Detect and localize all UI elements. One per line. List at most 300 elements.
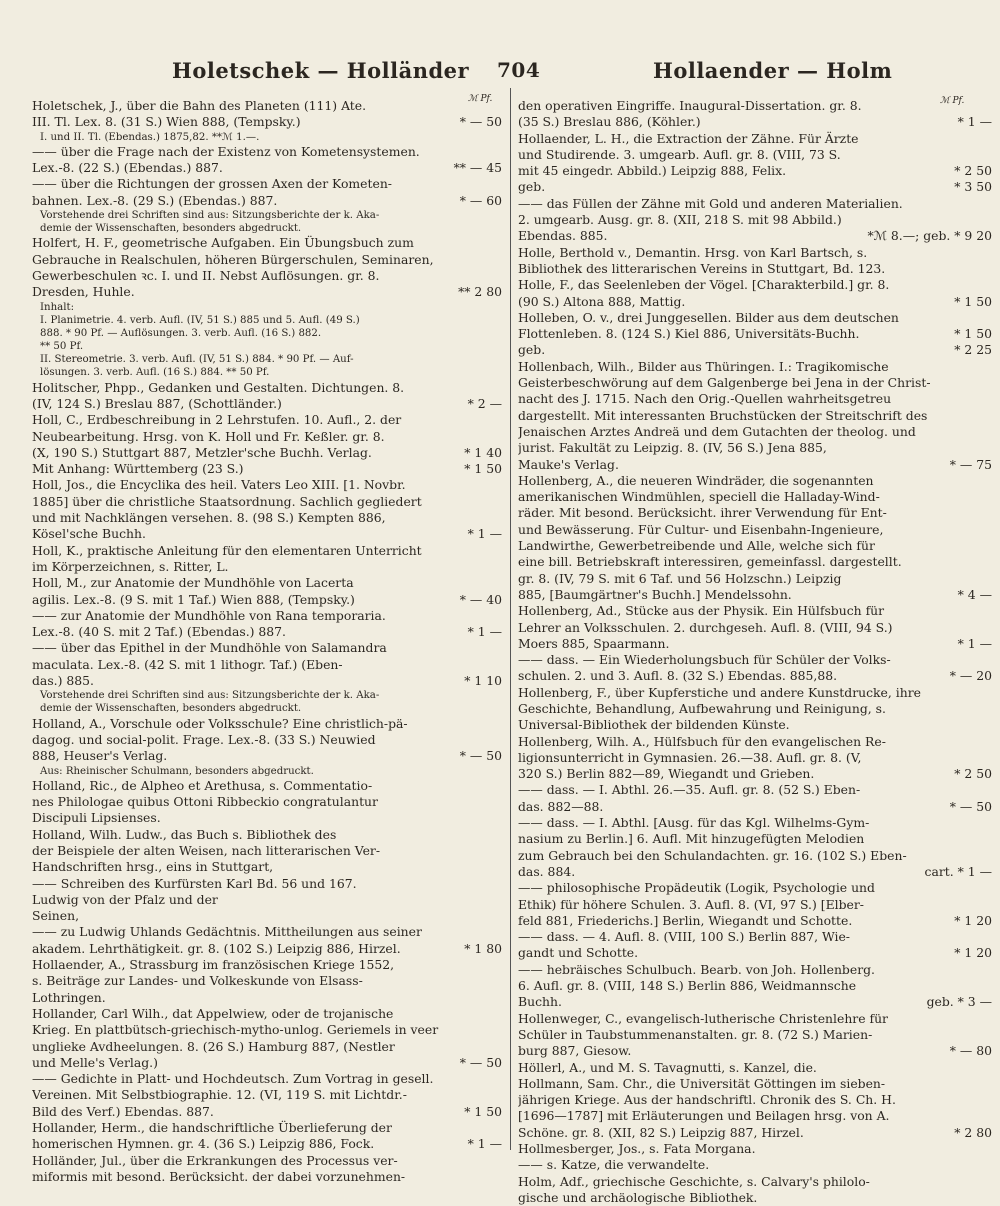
entry-text: Hollenberg, Ad., Stücke aus der Physik. Ein Hülfsbuch für xyxy=(518,603,885,619)
entry-line xyxy=(518,766,992,782)
note-line xyxy=(32,765,502,778)
price: * 3 50 xyxy=(954,179,992,195)
entry-text: s. Beiträge zur Landes- und Volkeskunde von Elsass- xyxy=(32,973,363,989)
entry-text: dagog. und social-polit. Frage. Lex.-8. (33 S.) Neuwied xyxy=(32,731,376,747)
entry-text: 6. Aufl. gr. 8. (VIII, 148 S.) Berlin 886, Weidmannsche xyxy=(518,978,857,994)
entry-text: —— dass. — I. Abthl. 26.—35. Aufl. gr. 8. (52 S.) Eben- xyxy=(518,782,861,798)
entry-line xyxy=(32,908,502,924)
entry-line xyxy=(518,294,992,310)
entry-line xyxy=(32,924,502,940)
entry-line xyxy=(518,538,992,554)
entry-line xyxy=(32,973,502,989)
entry-text: und mit Nachklängen versehen. 8. (98 S.) Kempten 886, xyxy=(32,510,386,526)
entry-line xyxy=(32,575,502,591)
entry-line xyxy=(32,284,502,300)
entry-text: demie der Wissenschaften, besonders abgedruckt. xyxy=(40,703,302,715)
entry-text: Neubearbeitung. Hrsg. von K. Holl und Fr. Keßler. gr. 8. xyxy=(32,428,385,444)
entry-text: Mit Anhang: Württemberg (23 S.) xyxy=(32,461,244,477)
entry-line xyxy=(518,1027,992,1043)
entry-line xyxy=(32,510,502,526)
entry-text: Holle, Berthold v., Demantin. Hrsg. von Karl Bartsch, s. xyxy=(518,244,868,260)
entry-text: Gebrauche in Realschulen, höheren Bürgerschulen, Seminaren, xyxy=(32,251,434,267)
entry-line xyxy=(518,261,992,277)
entry-line xyxy=(518,962,992,978)
entry-text: Buchh. xyxy=(518,994,562,1010)
entry-line xyxy=(518,147,992,163)
entry-text: (90 S.) Altona 888, Mattig. xyxy=(518,293,686,309)
entry-line xyxy=(518,913,992,929)
entry-text: Hollenbach, Wilh., Bilder aus Thüringen. I.: Tragikomische xyxy=(518,358,889,374)
note-line xyxy=(32,301,502,314)
entry-line xyxy=(518,945,992,961)
entry-text: —— philosophische Propädeutik (Logik, Psychologie und xyxy=(518,880,875,896)
note-line xyxy=(32,327,502,340)
note-line xyxy=(32,209,502,222)
entry-line xyxy=(32,892,502,908)
entry-line xyxy=(518,326,992,342)
entry-text: amerikanischen Windmühlen, speciell die Halladay-Wind- xyxy=(518,489,880,505)
entry-line xyxy=(518,391,992,407)
entry-line xyxy=(32,748,502,764)
entry-line xyxy=(518,163,992,179)
entry-text: schulen. 2. und 3. Aufl. 8. (32 S.) Ebendas. 885,88. xyxy=(518,668,838,684)
price: * 2 25 xyxy=(954,342,992,358)
price: *ℳ 8.—; geb. * 9 20 xyxy=(867,228,992,244)
entry-text: Hollaender, L. H., die Extraction der Zähne. Für Ärzte xyxy=(518,130,859,146)
entry-text: Handschriften hrsg., eins in Stuttgart, xyxy=(32,859,274,875)
entry-line xyxy=(32,268,502,284)
price: * — 50 xyxy=(459,1054,502,1070)
entry-text: Bild des Verf.) Ebendas. 887. xyxy=(32,1103,214,1119)
entry-line xyxy=(518,1043,992,1059)
entry-line xyxy=(32,494,502,510)
entry-text: ungliekе Avdheelungen. 8. (26 S.) Hamburg 887, (Nestler xyxy=(32,1038,395,1054)
entry-text: II. Stereometrie. 3. verb. Aufl. (IV, 51 S.) 884. * 90 Pf. — Auf- xyxy=(40,354,354,366)
entry-text: geb. xyxy=(518,179,546,195)
price-unit-left: ℳ Pf. xyxy=(468,94,493,104)
price: * — 60 xyxy=(459,192,502,208)
entry-text: ** 50 Pf. xyxy=(40,341,84,353)
entry-line xyxy=(32,794,502,810)
entry-line xyxy=(518,1076,992,1092)
price: * — 20 xyxy=(949,668,992,684)
entry-text: Lex.-8. (22 S.) (Ebendas.) 887. xyxy=(32,160,223,176)
entry-line xyxy=(518,897,992,913)
entry-text: —— über das Epithel in der Mundhöhle von Salamandra xyxy=(32,640,387,656)
entry-text: 888. * 90 Pf. — Auflösungen. 3. verb. Aufl. (16 S.) 882. xyxy=(40,327,322,339)
price: * 1 20 xyxy=(954,945,992,961)
note-line xyxy=(32,353,502,366)
entry-line xyxy=(518,831,992,847)
entry-line xyxy=(32,445,502,461)
entry-text: Geschichte, Behandlung, Aufbewahrung und Reinigung, s. xyxy=(518,700,886,716)
entry-text: Ludwig von der Pfalz und der xyxy=(32,891,218,907)
entry-text: demie der Wissenschaften, besonders abgedruckt. xyxy=(40,223,302,235)
entry-text: Holl, M., zur Anatomie der Mundhöhle von Lacerta xyxy=(32,575,354,591)
entry-line xyxy=(518,1141,992,1157)
entry-line xyxy=(518,848,992,864)
entry-line xyxy=(518,994,992,1010)
price: * 2 80 xyxy=(954,1124,992,1140)
entry-text: Ethik) für höhere Schulen. 3. Aufl. 8. (VI, 97 S.) [Elber- xyxy=(518,896,864,912)
entry-text: Hollenberg, A., die neueren Windräder, die sogenannten xyxy=(518,472,874,488)
entry-text: Holm, Adf., griechische Geschichte, s. Calvary's philolo- xyxy=(518,1173,870,1189)
entry-text: Dresden, Huhle. xyxy=(32,284,135,300)
entry-text: (35 S.) Breslau 886, (Köhler.) xyxy=(518,114,701,130)
entry-text: Seinen, xyxy=(32,908,80,924)
note-line xyxy=(32,131,502,144)
entry-text: jurist. Fakultät zu Leipzig. 8. (IV, 56 S.) Jena 885, xyxy=(518,440,827,456)
note-line xyxy=(32,314,502,327)
entry-line xyxy=(518,864,992,880)
entry-line xyxy=(32,1039,502,1055)
entry-line xyxy=(518,1108,992,1124)
entry-line xyxy=(32,876,502,892)
price: * 1 — xyxy=(957,635,992,651)
entry-text: gandt und Schotte. xyxy=(518,945,639,961)
entry-text: Vorstehende drei Schriften sind aus: Sitzungsberichte der k. Aka- xyxy=(40,209,380,221)
page-number: 704 xyxy=(497,58,541,82)
entry-text: —— das Füllen der Zähne mit Gold und anderen Materialien. xyxy=(518,195,903,211)
entry-line xyxy=(32,114,502,130)
running-head-left: Holetschek — Holländer xyxy=(172,58,470,83)
entry-text: gische und archäologische Bibliothek. xyxy=(518,1189,758,1205)
entry-text: [1696—1787] mit Erläuterungen und Beilagen hrsg. von A. xyxy=(518,1108,890,1124)
entry-line xyxy=(32,1055,502,1071)
entry-text: das. 884. xyxy=(518,863,576,879)
entry-text: —— dass. — I. Abthl. [Ausg. für das Kgl. Wilhelms-Gym- xyxy=(518,815,870,831)
entry-text: Lothringen. xyxy=(32,989,106,1005)
price: * — 40 xyxy=(459,591,502,607)
entry-line xyxy=(32,193,502,209)
entry-text: Vorstehende drei Schriften sind aus: Sitzungsberichte der k. Aka- xyxy=(40,690,380,702)
entry-line xyxy=(32,1153,502,1169)
entry-text: —— hebräisches Schulbuch. Bearb. von Joh. Hollenberg. xyxy=(518,961,875,977)
price: * — 50 xyxy=(459,114,502,130)
entry-text: —— Gedichte in Platt- und Hochdeutsch. Zum Vortrag in gesell. xyxy=(32,1071,434,1087)
entry-line xyxy=(518,1157,992,1173)
entry-line xyxy=(518,880,992,896)
note-line xyxy=(32,340,502,353)
entry-line xyxy=(518,522,992,538)
price: cart. * 1 — xyxy=(924,863,992,879)
note-line xyxy=(32,366,502,379)
price: ** — 45 xyxy=(453,160,502,176)
entry-line xyxy=(32,429,502,445)
entry-line xyxy=(32,559,502,575)
entry-text: den operativen Eingriffe. Inaugural-Dissertation. gr. 8. xyxy=(518,98,862,113)
entry-text: Hollaender, A., Strassburg im französischen Kriege 1552, xyxy=(32,957,395,973)
entry-line xyxy=(32,235,502,251)
entry-text: Discipuli Lipsienses. xyxy=(32,810,161,826)
entry-text: das. 882—88. xyxy=(518,798,604,814)
entry-line xyxy=(518,701,992,717)
entry-line xyxy=(518,750,992,766)
entry-text: eine bill. Betriebskraft interessiren, gemeinfassl. dargestellt. xyxy=(518,554,902,570)
entry-text: Gewerbeschulen ꝛc. I. und II. Nebst Auflösungen. gr. 8. xyxy=(32,267,380,283)
entry-text: Ebendas. 885. xyxy=(518,228,608,244)
entry-line xyxy=(518,1011,992,1027)
entry-text: nasium zu Berlin.] 6. Aufl. Mit hinzugefügten Melodien xyxy=(518,831,865,847)
entry-text: Lex.-8. (40 S. mit 2 Taf.) (Ebendas.) 887. xyxy=(32,624,286,640)
entry-text: Krieg. En plattbütsch-griechisch-mytho-unlog. Geriemels in veer xyxy=(32,1022,439,1038)
price: * — 50 xyxy=(949,798,992,814)
entry-text: Hollander, Carl Wilh., dat Appelwiew, oder de trojanische xyxy=(32,1005,394,1021)
entry-line xyxy=(518,652,992,668)
entry-line xyxy=(518,554,992,570)
price: * 1 50 xyxy=(954,293,992,309)
entry-line xyxy=(518,228,992,244)
entry-line xyxy=(32,778,502,794)
entry-text: homerischen Hymnen. gr. 4. (36 S.) Leipzig 886, Fock. xyxy=(32,1136,375,1152)
entry-line xyxy=(32,1087,502,1103)
entry-text: Hollmesberger, Jos., s. Fata Morgana. xyxy=(518,1141,756,1156)
entry-line xyxy=(518,131,992,147)
entry-line xyxy=(32,859,502,875)
entry-line xyxy=(32,526,502,542)
entry-line xyxy=(518,473,992,489)
entry-line xyxy=(518,815,992,831)
entry-text: geb. xyxy=(518,342,546,358)
entry-line xyxy=(32,160,502,176)
entry-line xyxy=(518,978,992,994)
entry-text: Bibliothek des litterarischen Vereins in Stuttgart, Bd. 123. xyxy=(518,260,886,276)
entry-line xyxy=(518,98,992,114)
entry-line xyxy=(32,1169,502,1185)
price: * 1 50 xyxy=(954,326,992,342)
price: * 1 80 xyxy=(464,940,502,956)
entry-text: Hollmann, Sam. Chr., die Universität Göttingen im sieben- xyxy=(518,1075,886,1091)
entry-line xyxy=(518,685,992,701)
entry-text: Hollander, Herm., die handschriftliche Überlieferung der xyxy=(32,1119,392,1135)
entry-line xyxy=(32,1120,502,1136)
entry-text: Kösel'sche Buchh. xyxy=(32,526,146,542)
entry-text: Schüler in Taubstummenanstalten. gr. 8. (72 S.) Marien- xyxy=(518,1026,873,1042)
entry-text: bahnen. Lex.-8. (29 S.) (Ebendas.) 887. xyxy=(32,192,278,208)
entry-text: Landwirthe, Gewerbetreibende und Alle, welche sich für xyxy=(518,538,875,554)
entry-line xyxy=(32,990,502,1006)
column-divider xyxy=(510,88,511,1150)
entry-text: gr. 8. (IV, 79 S. mit 6 Taf. und 56 Holzschn.) Leipzig xyxy=(518,570,842,586)
entry-text: dargestellt. Mit interessanten Bruchstücken der Streitschrift des xyxy=(518,407,928,423)
entry-text: 2. umgearb. Ausg. gr. 8. (XII, 218 S. mit 98 Abbild.) xyxy=(518,212,842,228)
price: * — 50 xyxy=(459,748,502,764)
entry-text: Holitscher, Phpp., Gedanken und Gestalten. Dichtungen. 8. xyxy=(32,379,405,395)
entry-line xyxy=(32,608,502,624)
entry-text: Holfert, H. F., geometrische Aufgaben. Ein Übungsbuch zum xyxy=(32,235,414,251)
entry-line xyxy=(518,179,992,195)
entry-text: Lehrer an Volksschulen. 2. durchgeseh. Aufl. 8. (VIII, 94 S.) xyxy=(518,619,893,635)
entry-text: 888, Heuser's Verlag. xyxy=(32,748,168,764)
entry-line xyxy=(32,252,502,268)
entry-text: I. und II. Tl. (Ebendas.) 1875,82. **ℳ 1.—. xyxy=(40,131,260,143)
entry-text: feld 881, Friederichs.] Berlin, Wiegandt und Schotte. xyxy=(518,912,853,928)
entry-text: burg 887, Giesow. xyxy=(518,1043,632,1059)
entry-line xyxy=(518,717,992,733)
entry-text: und Bewässerung. Für Cultur- und Eisenbahn-Ingenieure, xyxy=(518,521,884,537)
entry-line xyxy=(518,245,992,261)
entry-line xyxy=(518,196,992,212)
entry-line xyxy=(518,114,992,130)
entry-line xyxy=(518,929,992,945)
entry-text: nes Philologae quibus Ottoni Ribbeckio congratulantur xyxy=(32,794,378,810)
entry-text: —— über die Frage nach der Existenz von Kometensystemen. xyxy=(32,143,420,159)
entry-text: akadem. Lehrthätigkeit. gr. 8. (102 S.) Leipzig 886, Hirzel. xyxy=(32,940,401,956)
entry-text: Holl, K., praktische Anleitung für den elementaren Unterricht xyxy=(32,542,422,558)
price: * 4 — xyxy=(957,586,992,602)
entry-text: III. Tl. Lex. 8. (31 S.) Wien 888, (Tempsky.) xyxy=(32,114,301,130)
entry-line xyxy=(518,799,992,815)
entry-text: Holland, Ric., de Alpheo et Arethusa, s. Commentatio- xyxy=(32,777,373,793)
note-line xyxy=(32,222,502,235)
price: * 2 — xyxy=(467,395,502,411)
entry-line xyxy=(32,412,502,428)
entry-line xyxy=(32,144,502,160)
entry-text: (X, 190 S.) Stuttgart 887, Metzler'sche Buchh. Verlag. xyxy=(32,444,372,460)
entry-line xyxy=(32,380,502,396)
entry-line xyxy=(518,1125,992,1141)
entry-text: Mauke's Verlag. xyxy=(518,456,619,472)
entry-line xyxy=(518,212,992,228)
entry-line xyxy=(32,624,502,640)
entry-line xyxy=(32,1136,502,1152)
entry-text: Schöne. gr. 8. (XII, 82 S.) Leipzig 887, Hirzel. xyxy=(518,1124,804,1140)
right-column xyxy=(518,98,992,1206)
entry-text: —— dass. — 4. Aufl. 8. (VIII, 100 S.) Berlin 887, Wie- xyxy=(518,929,850,945)
entry-text: Jenaischen Arztes Andreä und dem Gutachten der theolog. und xyxy=(518,423,916,439)
entry-line xyxy=(518,505,992,521)
entry-line xyxy=(518,440,992,456)
entry-line xyxy=(518,1060,992,1076)
entry-text: Universal-Bibliothek der bildenden Künste. xyxy=(518,717,790,733)
entry-text: und Studirende. 3. umgearb. Aufl. gr. 8. (VIII, 73 S. xyxy=(518,146,841,162)
entry-line xyxy=(518,668,992,684)
price: * 1 50 xyxy=(464,461,502,477)
price: * 1 40 xyxy=(464,444,502,460)
entry-text: —— zu Ludwig Uhlands Gedächtnis. Mittheilungen aus seiner xyxy=(32,924,422,940)
entry-text: Moers 885, Spaarmann. xyxy=(518,635,670,651)
entry-text: agilis. Lex.-8. (9 S. mit 1 Taf.) Wien 888, (Tempsky.) xyxy=(32,591,355,607)
entry-text: Flottenleben. 8. (124 S.) Kiel 886, Universitäts-Buchh. xyxy=(518,326,860,342)
price: * 1 — xyxy=(467,1136,502,1152)
entry-line xyxy=(32,941,502,957)
entry-text: im Körperzeichnen, s. Ritter, L. xyxy=(32,558,229,574)
entry-line xyxy=(518,342,992,358)
entry-text: —— über die Richtungen der grossen Axen der Kometen- xyxy=(32,176,392,192)
entry-line xyxy=(518,408,992,424)
entry-line xyxy=(32,1104,502,1120)
entry-line xyxy=(518,1174,992,1190)
entry-line xyxy=(518,571,992,587)
entry-line xyxy=(32,732,502,748)
entry-text: Holetschek, J., über die Bahn des Planeten (111) Ate. xyxy=(32,98,367,113)
entry-line xyxy=(32,810,502,826)
entry-text: lösungen. 3. verb. Aufl. (16 S.) 884. ** 50 Pf. xyxy=(40,367,270,379)
note-line xyxy=(32,689,502,702)
entry-text: Holle, F., das Seelenleben der Vögel. [Charakterbild.] gr. 8. xyxy=(518,277,890,293)
entry-text: zum Gebrauch bei den Schulandachten. gr. 16. (102 S.) Eben- xyxy=(518,847,907,863)
note-line xyxy=(32,702,502,715)
entry-text: mit 45 eingedr. Abbild.) Leipzig 888, Felix. xyxy=(518,163,787,179)
price: * 1 20 xyxy=(954,912,992,928)
entry-line xyxy=(518,424,992,440)
entry-text: Hollenberg, Wilh. A., Hülfsbuch für den evangelischen Re- xyxy=(518,733,886,749)
price: ** 2 80 xyxy=(458,284,502,300)
entry-line xyxy=(518,359,992,375)
entry-line xyxy=(518,489,992,505)
entry-line xyxy=(32,543,502,559)
running-head-right: Hollaender — Holm xyxy=(653,58,893,83)
entry-text: Holländer, Jul., über die Erkrankungen des Processus ver- xyxy=(32,1152,398,1168)
price: * 1 50 xyxy=(464,1103,502,1119)
entry-text: 1885] über die christliche Staatsordnung. Sachlich gegliedert xyxy=(32,493,422,509)
price: geb. * 3 — xyxy=(926,994,992,1010)
entry-text: Hollenweger, C., evangelisch-lutherische Christenlehre für xyxy=(518,1010,888,1026)
price: * — 80 xyxy=(949,1043,992,1059)
entry-line xyxy=(32,396,502,412)
entry-line xyxy=(32,640,502,656)
entry-line xyxy=(32,827,502,843)
entry-line xyxy=(32,957,502,973)
entry-text: Holl, Jos., die Encyclika des heil. Vaters Leo XIII. [1. Novbr. xyxy=(32,477,406,493)
price: * 2 50 xyxy=(954,163,992,179)
entry-line xyxy=(32,1006,502,1022)
entry-text: Holland, Wilh. Ludw., das Buch s. Bibliothek des xyxy=(32,826,337,842)
left-column xyxy=(32,98,502,1185)
entry-text: 320 S.) Berlin 882—89, Wiegandt und Grieben. xyxy=(518,766,815,782)
entry-text: miformis mit besond. Berücksicht. der dabei vorzunehmen- xyxy=(32,1168,406,1184)
entry-text: 885, [Baumgärtner's Buchh.] Mendelssohn. xyxy=(518,586,792,602)
price: * 1 — xyxy=(467,526,502,542)
entry-text: Holland, A., Vorschule oder Volksschule? Eine christlich-pä- xyxy=(32,715,408,731)
entry-text: Inhalt: xyxy=(40,301,75,313)
entry-line xyxy=(32,1022,502,1038)
entry-line xyxy=(518,1092,992,1108)
entry-text: Aus: Rheinischer Schulmann, besonders abgedruckt. xyxy=(40,765,314,777)
entry-line xyxy=(32,461,502,477)
entry-text: Geisterbeschwörung auf dem Galgenberge bei Jena in der Christ- xyxy=(518,375,931,391)
entry-line xyxy=(32,657,502,673)
entry-text: Vereinen. Mit Selbstbiographie. 12. (VI, 119 S. mit Lichtdr.- xyxy=(32,1087,407,1103)
entry-text: jährigen Kriege. Aus der handschriftl. Chronik des S. Ch. H. xyxy=(518,1092,896,1108)
entry-line xyxy=(32,716,502,732)
price: * 2 50 xyxy=(954,766,992,782)
entry-text: —— dass. — Ein Wiederholungsbuch für Schüler der Volks- xyxy=(518,652,891,668)
entry-line xyxy=(518,620,992,636)
entry-text: ligionsunterricht in Gymnasien. 26.—38. Aufl. gr. 8. (V, xyxy=(518,749,862,765)
entry-line xyxy=(32,673,502,689)
entry-line xyxy=(32,98,502,114)
entry-text: —— zur Anatomie der Mundhöhle von Rana temporaria. xyxy=(32,607,386,623)
entry-line xyxy=(518,603,992,619)
entry-text: Hollenberg, F., über Kupferstiche und andere Kunstdrucke, ihre xyxy=(518,684,921,700)
price-unit-right: ℳ Pf. xyxy=(940,96,965,106)
entry-line xyxy=(518,734,992,750)
entry-text: und Melle's Verlag.) xyxy=(32,1054,158,1070)
entry-line xyxy=(32,176,502,192)
entry-line xyxy=(518,457,992,473)
entry-text: das.) 885. xyxy=(32,673,94,688)
entry-line xyxy=(518,277,992,293)
entry-text: Höllerl, A., und M. S. Tavagnutti, s. Kanzel, die. xyxy=(518,1059,817,1075)
entry-line xyxy=(518,375,992,391)
entry-line xyxy=(518,636,992,652)
entry-text: nacht des J. 1715. Nach den Orig.-Quellen wahrheitsgetreu xyxy=(518,391,892,407)
price: * — 75 xyxy=(949,456,992,472)
entry-line xyxy=(32,1071,502,1087)
entry-line xyxy=(32,592,502,608)
entry-text: Holleben, O. v., drei Junggesellen. Bilder aus dem deutschen xyxy=(518,309,899,325)
